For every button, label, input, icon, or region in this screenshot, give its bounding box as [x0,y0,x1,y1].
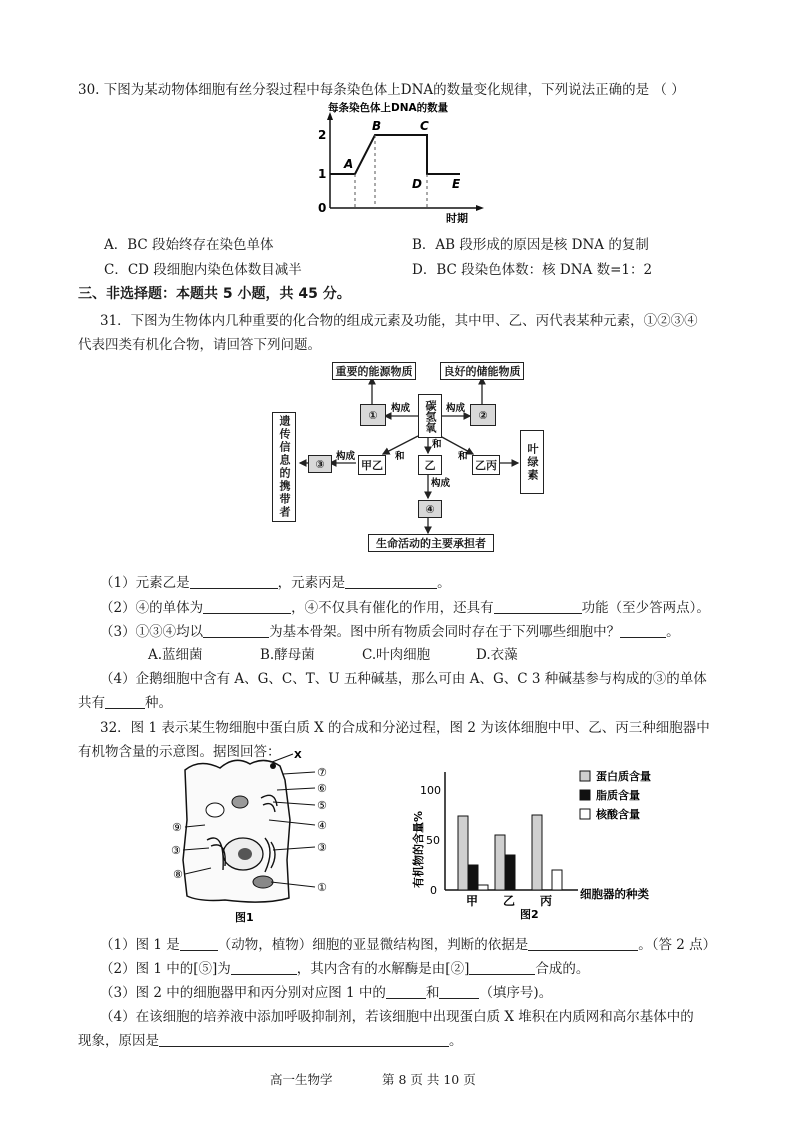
answer-blank[interactable] [190,574,278,589]
bar-丙-0 [532,815,542,890]
fig2-legend-nucleic: 核酸含量 [596,808,640,821]
fig2-ytick-100: 100 [420,784,441,797]
q31-choice-d: D.衣藻 [476,647,518,663]
fig2-ytick-0: 0 [430,884,437,897]
box-energy: 重要的能源物质 [332,362,416,380]
q31-choice-b: B.酵母菌 [260,647,315,663]
q30-ytick-2: 2 [318,128,327,142]
q30-point-d: D [412,177,422,191]
q31-diagram [268,358,558,553]
fig2-ytick-50: 50 [426,834,440,847]
bar-乙-0 [495,835,505,890]
answer-blank[interactable] [620,623,666,638]
answer-blank[interactable] [203,599,291,614]
svg-text:X: X [294,750,302,761]
q30-point-c: C [420,119,429,133]
q31-stem-line2: 代表四类有机化合物，请回答下列问题。 [78,337,321,353]
q31-part4-line2: 共有 种。 [78,695,172,711]
svg-text:和: 和 [458,451,468,462]
svg-text:构成: 构成 [446,403,466,414]
svg-text:⑨: ⑨ [172,821,182,834]
svg-text:和: 和 [395,451,405,462]
fig2-caption: 图2 [520,908,539,921]
q30-stem: 30. 下图为某动物体细胞有丝分裂过程中每条染色体上DNA的数量变化规律，下列说法正确的是 （ ） [78,82,685,98]
q32-part1: （1）图 1 是 （动物，植物）细胞的亚显微结构图，判断的依据是 。（答 2 点） [100,937,717,953]
q30-point-a: A [344,157,354,171]
q32-stem-line1: 32．图 1 表示某生物细胞中蛋白质 X 的合成和分泌过程，图 2 为该体细胞中甲、乙、丙三种细胞器中 [100,720,710,736]
section-3-heading: 三、非选择题：本题共 5 小题，共 45 分。 [78,286,351,302]
svg-text:和: 和 [432,439,442,450]
svg-text:③: ③ [171,844,181,857]
bar-乙-1 [505,855,515,890]
svg-text:⑦: ⑦ [317,766,327,779]
q32-part4-line2: 现象，原因是 。 [78,1033,463,1049]
bar-甲-1 [468,865,478,890]
answer-blank[interactable] [180,936,218,951]
answer-blank[interactable] [231,960,297,975]
x-tick-label: 丙 [540,894,553,908]
q31-part3: （3）①③④均以 为基本骨架。图中所有物质会同时存在于下列哪些细胞中？ 。 [100,624,680,640]
svg-text:⑥: ⑥ [317,782,327,795]
svg-text:构成: 构成 [336,451,356,462]
footer-page: 第 8 页 共 10 页 [382,1072,476,1087]
q32-fig2-chart [400,750,670,925]
box-chlorophyll: 叶绿素 [520,430,544,494]
fig2-ylabel: 有机物的含量% [412,810,425,888]
footer-subject: 高一生物学 [270,1072,333,1087]
q30-ytick-0: 0 [318,201,327,215]
box-yi-bing: 乙丙 [472,455,500,475]
q32-part4-line1: （4）在该细胞的培养液中添加呼吸抑制剂，若该细胞中出现蛋白质 X 堆积在内质网和高尔基体中的 [100,1009,694,1025]
q31-part2: （2）④的单体为 ，④不仅具有催化的作用，还具有 功能（至少答两点）。 [100,600,710,616]
q31-choice-c: C.叶肉细胞 [362,647,431,663]
answer-blank[interactable] [528,936,638,951]
q30-option-b: B．AB 段形成的原因是核 DNA 的复制 [412,237,649,253]
box-life-activity: 生命活动的主要承担者 [368,534,494,552]
svg-text:④: ④ [317,819,327,832]
box-jia-yi: 甲乙 [358,455,386,475]
x-tick-label: 甲 [466,894,479,908]
box-yi: 乙 [418,455,442,475]
answer-blank[interactable] [386,984,426,999]
answer-blank[interactable] [203,623,269,638]
bar-甲-2 [478,885,488,890]
answer-blank[interactable] [345,574,437,589]
q30-ytick-1: 1 [318,167,327,181]
bar-丙-2 [552,870,562,890]
fig2-legend-lipid: 脂质含量 [596,789,640,802]
box-storage: 良好的储能物质 [440,362,524,380]
svg-text:构成: 构成 [431,478,451,489]
q30-graph-xlabel: 时期 [446,212,468,223]
bar-甲-0 [458,816,468,890]
q31-choice-a: A.蓝细菌 [148,647,203,663]
q31-part4-line1: （4）企鹅细胞中含有 A、G、C、T、U 五种碱基，那么可由 A、G、C 3 种碱基参与构成的③的单体 [100,671,707,687]
box-1: ① [360,404,386,426]
q30-graph-ylabel: 每条染色体上DNA的数量 [328,102,449,114]
fig1-caption: 图1 [235,911,254,924]
q31-part1: （1）元素乙是 ，元素丙是 。 [100,575,451,591]
q30-option-d: D．BC 段染色体数：核 DNA 数=1：2 [412,262,653,278]
answer-blank[interactable] [469,960,535,975]
answer-blank[interactable] [439,984,479,999]
fig2-xlabel: 细胞器的种类 [580,887,649,901]
answer-blank[interactable] [159,1032,449,1047]
svg-text:③: ③ [317,841,327,854]
svg-text:⑧: ⑧ [173,868,183,881]
fig2-legend-protein: 蛋白质含量 [596,770,651,783]
box-4: ④ [418,500,442,518]
answer-blank[interactable] [494,599,582,614]
svg-text:①: ① [317,881,327,894]
svg-text:⑤: ⑤ [317,799,327,812]
q30-option-c: C．CD 段细胞内染色体数目减半 [104,262,302,278]
box-cho: 碳氢氧 [418,394,442,438]
answer-blank[interactable] [105,694,145,709]
q32-stem-line2: 有机物含量的示意图。据图回答： [78,744,281,760]
x-tick-label: 乙 [503,894,516,908]
q31-stem-line1: 31．下图为生物体内几种重要的化合物的组成元素及功能，其中甲、乙、丙代表某种元素，①②③④ [100,313,698,329]
q30-dna-graph [300,98,490,223]
box-3: ③ [308,455,332,473]
q32-part3: （3）图 2 中的细胞器甲和丙分别对应图 1 中的 和 （填序号)。 [100,985,553,1001]
svg-text:构成: 构成 [391,403,411,414]
q30-point-b: B [372,119,382,133]
q32-fig1-cell [165,750,340,925]
q30-point-e: E [452,177,461,191]
q30-option-a: A．BC 段始终存在染色单体 [104,237,274,253]
box-2: ② [470,404,496,426]
box-genetic-carrier: 遗传信息的携带者 [272,412,296,522]
q32-part2: （2）图 1 中的[⑤]为 ，其内含有的水解酶是由[②] 合成的。 [100,961,590,977]
